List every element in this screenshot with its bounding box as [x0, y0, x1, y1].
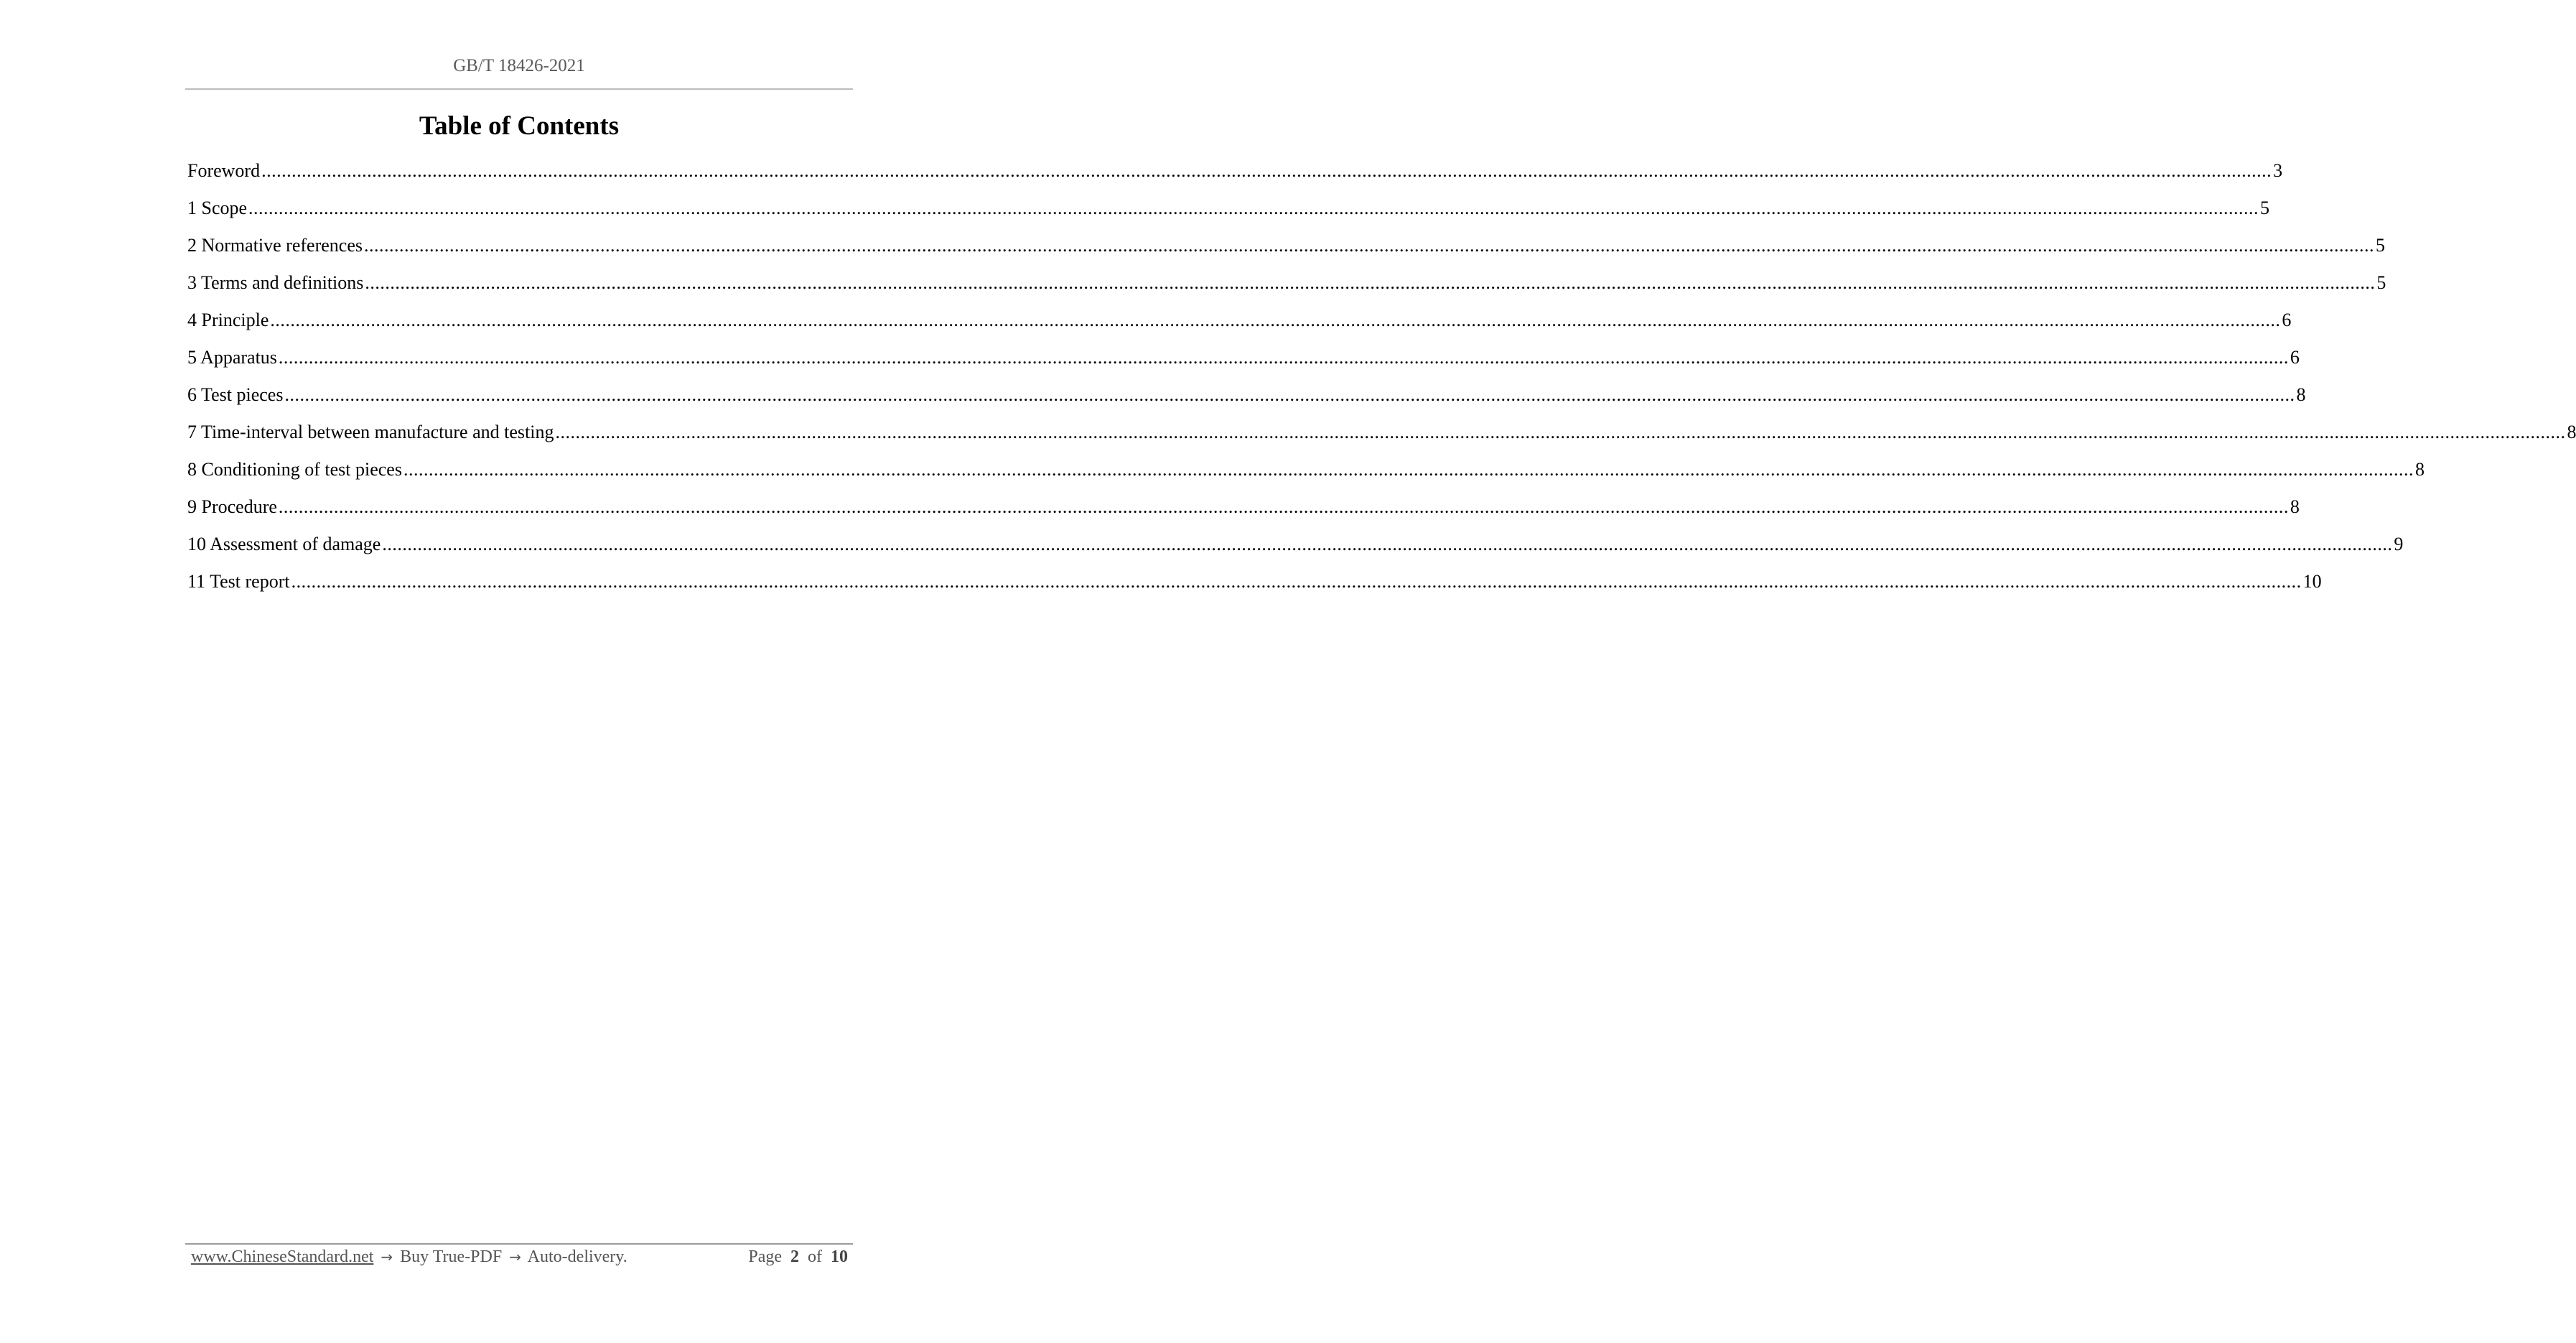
- toc-entry[interactable]: [187, 267, 2386, 305]
- toc-entry-page: 5: [2376, 272, 2386, 293]
- toc-entry-label: 8 Conditioning of test pieces: [187, 459, 402, 480]
- toc-entry-page: 6: [2290, 347, 2300, 368]
- toc-entry-label: 6 Test pieces: [187, 384, 284, 405]
- toc-entry-page: 8: [2296, 384, 2306, 405]
- toc-entry-label: 4 Principle: [187, 310, 269, 330]
- toc-leader-dots: ................................................................................................................................................................................................................................................................................................................................................................................................................: [555, 422, 2566, 442]
- page-of: of: [808, 1247, 822, 1266]
- toc-entry-page: 8: [2290, 496, 2300, 517]
- toc-entry-label: 2 Normative references: [187, 235, 363, 256]
- toc-entry[interactable]: [187, 491, 2300, 529]
- toc-entry-label: 7 Time-interval between manufacture and testing: [187, 422, 554, 442]
- toc-entry-page: 9: [2394, 534, 2404, 554]
- toc-entry[interactable]: [187, 529, 2404, 566]
- document-header: GB/T 18426-2021: [453, 56, 585, 75]
- toc-leader-dots: ................................................................................................................................................................................................................................................................................................................................................................................................................: [270, 310, 2281, 330]
- footer-buy-text: Buy True-PDF: [400, 1247, 503, 1266]
- toc-entry-page: 3: [2273, 160, 2283, 181]
- toc-entry-label: 1 Scope: [187, 198, 248, 218]
- header-divider: [185, 88, 853, 90]
- toc-leader-dots: ................................................................................................................................................................................................................................................................................................................................................................................................................: [261, 160, 2272, 181]
- toc-entry-page: 10: [2302, 571, 2322, 592]
- toc-entry[interactable]: [187, 379, 2306, 417]
- toc-leader-dots: ................................................................................................................................................................................................................................................................................................................................................................................................................: [291, 571, 2302, 592]
- toc-leader-dots: ................................................................................................................................................................................................................................................................................................................................................................................................................: [284, 384, 2295, 405]
- toc-entry-label: 5 Apparatus: [187, 347, 277, 368]
- toc-entry[interactable]: [187, 342, 2300, 379]
- toc-entry-label: 11 Test report: [187, 571, 290, 592]
- chinesestandard-link[interactable]: www.ChineseStandard.net: [191, 1247, 374, 1266]
- toc-entry[interactable]: [187, 566, 2322, 603]
- toc-leader-dots: ................................................................................................................................................................................................................................................................................................................................................................................................................: [363, 235, 2374, 256]
- toc-entry[interactable]: [187, 454, 2425, 491]
- toc-entry-label: Foreword: [187, 160, 261, 181]
- toc-entry[interactable]: [187, 305, 2292, 342]
- toc-leader-dots: ................................................................................................................................................................................................................................................................................................................................................................................................................: [248, 198, 2259, 218]
- page-footer: [191, 1247, 848, 1267]
- toc-entry-page: 8: [2567, 422, 2576, 442]
- toc-entry-page: 8: [2414, 459, 2425, 480]
- toc-entry-label: 3 Terms and definitions: [187, 272, 364, 293]
- toc-leader-dots: ................................................................................................................................................................................................................................................................................................................................................................................................................: [278, 347, 2289, 368]
- toc-entry-label: 9 Procedure: [187, 496, 277, 517]
- toc-entry-page: 6: [2282, 310, 2292, 330]
- page-total: 10: [831, 1247, 848, 1266]
- toc-leader-dots: ................................................................................................................................................................................................................................................................................................................................................................................................................: [278, 496, 2289, 517]
- toc-entry-page: 5: [2260, 198, 2270, 218]
- toc-entry-label: 10 Assessment of damage: [187, 534, 381, 554]
- toc-leader-dots: ................................................................................................................................................................................................................................................................................................................................................................................................................: [382, 534, 2393, 554]
- toc-entry[interactable]: [187, 155, 2283, 192]
- right-arrow-icon: →: [509, 1248, 521, 1265]
- footer-divider: [185, 1243, 853, 1245]
- page-current: 2: [790, 1247, 799, 1266]
- footer-delivery-text: Auto-delivery.: [527, 1247, 627, 1266]
- right-arrow-icon: →: [381, 1248, 393, 1265]
- page-number: [748, 1247, 848, 1267]
- toc-entry[interactable]: [187, 192, 2270, 230]
- toc-leader-dots: ................................................................................................................................................................................................................................................................................................................................................................................................................: [403, 459, 2414, 480]
- page-prefix: Page: [748, 1247, 782, 1266]
- toc-title: Table of Contents: [419, 111, 620, 141]
- footer-promo: [191, 1247, 627, 1267]
- toc-entry-page: 5: [2375, 235, 2385, 256]
- toc-list: [187, 155, 2576, 603]
- toc-leader-dots: ................................................................................................................................................................................................................................................................................................................................................................................................................: [365, 272, 2376, 293]
- toc-entry[interactable]: [187, 417, 2576, 454]
- toc-entry[interactable]: [187, 230, 2385, 267]
